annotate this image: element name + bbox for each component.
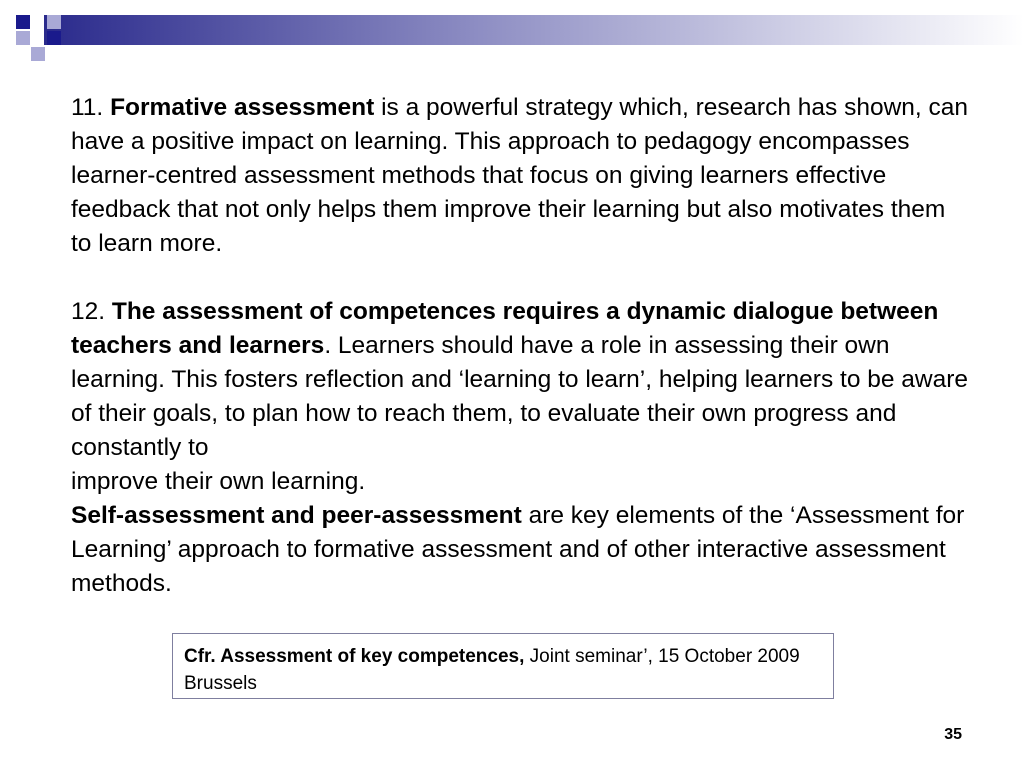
paragraph-gap <box>71 261 971 295</box>
paragraph-text: improve their own learning. <box>71 468 366 495</box>
reference-text: Joint seminar’, 15 October 2009 Brussels <box>184 646 800 694</box>
header-decoration <box>0 0 1024 70</box>
reference-title: Cfr. Assessment of key competences, <box>184 646 525 667</box>
paragraph-12-continued <box>71 465 971 499</box>
paragraph-number: 11. <box>71 94 104 121</box>
header-gradient-bar <box>44 15 1024 45</box>
paragraph-11 <box>71 91 971 261</box>
decor-square-light <box>31 47 45 61</box>
paragraph-text: are key elements of the ‘Assessment for Learning’ approach to formative assessment and of other interactive assessment methods. <box>71 502 965 597</box>
decor-square-light <box>16 31 30 45</box>
paragraph-self-assessment <box>71 499 971 601</box>
slide-number: 35 <box>944 726 962 743</box>
decor-square-dark <box>16 15 30 29</box>
bold-term: Formative assessment <box>110 94 375 121</box>
decor-square-light <box>47 15 61 29</box>
bold-term: The assessment of competences requires a dynamic dialogue between teachers and learners <box>71 298 939 359</box>
slide-body <box>71 91 971 601</box>
paragraph-12 <box>71 295 971 465</box>
decor-square-dark <box>47 31 61 45</box>
paragraph-text: is a powerful strategy which, research has shown, can have a positive impact on learning. This approach to pedagogy encompasses learner-centred assessment methods that focus on giving learners effective feedback that not only helps them improve their learning but also motivates them to learn more. <box>71 94 969 257</box>
bold-term: Self-assessment and peer-assessment <box>71 502 522 529</box>
paragraph-text: . Learners should have a role in assessing their own learning. This fosters reflection and ‘learning to learn’, helping learners to be aware of their goals, to plan how to reach them, to evaluate their own progress and constantly to <box>71 332 969 461</box>
paragraph-number: 12. <box>71 298 106 325</box>
reference-box <box>172 633 834 699</box>
